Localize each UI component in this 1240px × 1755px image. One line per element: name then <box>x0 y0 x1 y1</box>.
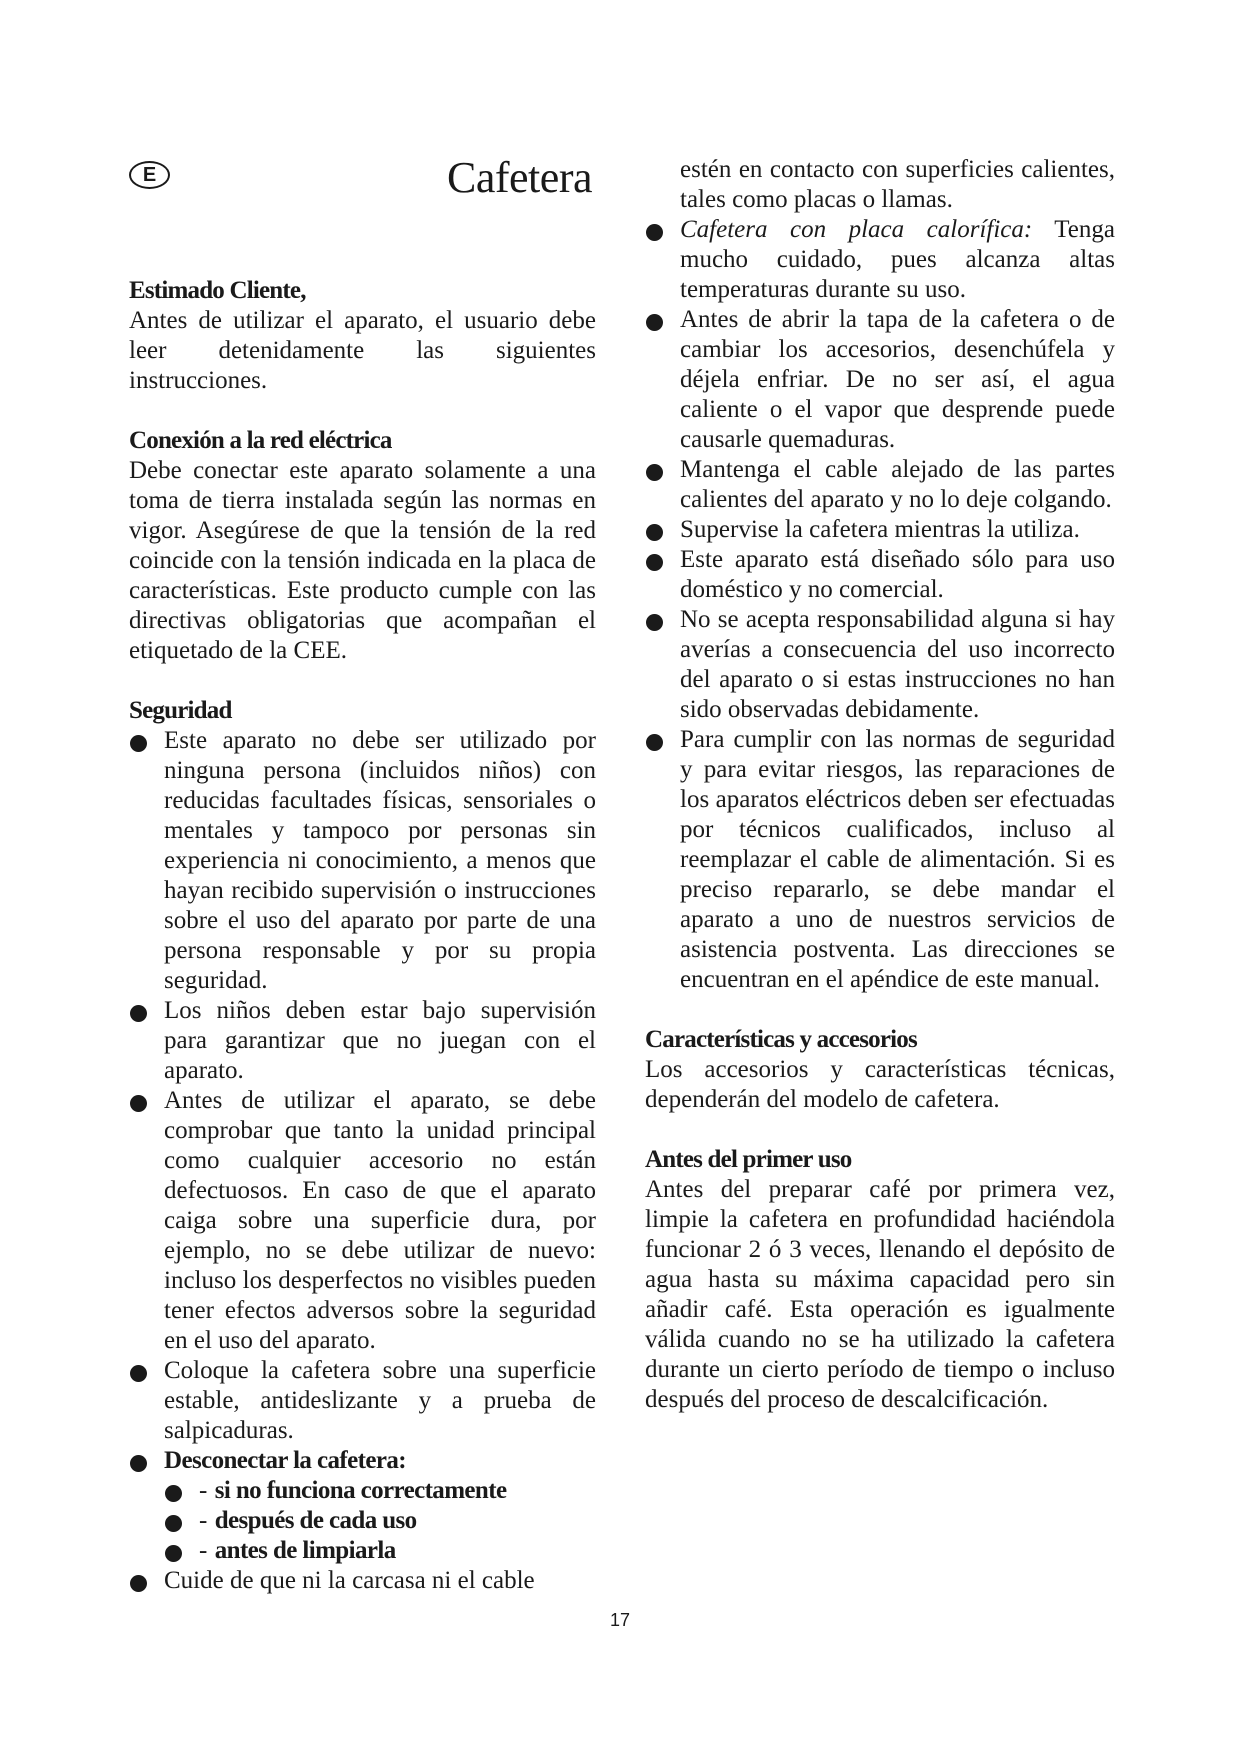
list-item-cable-end: estén en contacto con superficies calientes, tales como placas o llamas. <box>680 156 1115 213</box>
list-item-hotplate <box>645 215 1115 305</box>
sublist-item: - antes de limpiarla <box>164 1536 596 1566</box>
list-item: Para cumplir con las normas de seguridad y para evitar riesgos, las reparaciones de los aparatos eléctricos deben ser efectuadas por técnicos cualificados, incluso al reemplazar el cable de alimentación. Si es preciso repararlo, se debe mandar el aparato a uno de nuestros servicios de asistencia postventa. Las direcciones se encuentran en el apéndice de este manual. <box>645 725 1115 995</box>
disconnect-label: Desconectar la cafetera: <box>164 1447 406 1474</box>
hotplate-text: Tenga mucho cuidado, pues alcanza altas temperaturas durante su uso. <box>680 216 1115 303</box>
disconnect-sublist <box>164 1476 596 1566</box>
sublist-item: - si no funciona correctamente <box>164 1476 596 1506</box>
list-item: Antes de utilizar el aparato, se debe comprobar que tanto la unidad principal como cualquier accesorio no están defectuosos. En caso de que el aparato caiga sobre una superficie dura, por ejemplo, no se debe utilizar de nuevo: incluso los desperfectos no visibles pueden tener efectos adversos sobre la seguridad en el uso del aparato. <box>129 1086 596 1356</box>
hotplate-label: Cafetera con placa calorífica: <box>680 216 1033 243</box>
list-item: No se acepta responsabilidad alguna si hay averías a consecuencia del uso incorrecto del aparato o si estas instrucciones no han sido observadas debidamente. <box>645 605 1115 725</box>
list-item-cable-start: Cuide de que ni la carcasa ni el cable <box>129 1566 596 1596</box>
left-column <box>129 276 596 1596</box>
language-badge: E <box>129 161 170 189</box>
features-text: Los accesorios y características técnicas, dependerán del modelo de cafetera. <box>645 1056 1115 1113</box>
first-use-text: Antes del preparar café por primera vez, limpie la cafetera en profundidad haciéndola funcionar 2 ó 3 veces, llenando el depósito de agua hasta su máxima capacidad pero sin añadir café. Esta operación es igualmente válida cuando no se ha utilizado la cafetera durante un cierto período de tiempo o incluso después del proceso de descalcificación. <box>645 1176 1115 1413</box>
right-column <box>645 155 1115 1415</box>
safety-list <box>129 726 596 1596</box>
intro-text: Antes de utilizar el aparato, el usuario debe leer detenidamente las siguientes instrucciones. <box>129 307 596 394</box>
list-item: Este aparato no debe ser utilizado por ninguna persona (incluidos niños) con reducidas facultades físicas, sensoriales o mentales y tampoco por personas sin experiencia ni conocimiento, a menos que hayan recibido supervisión o instrucciones sobre el uso del aparato por parte de una persona responsable y por su propia seguridad. <box>129 726 596 996</box>
first-use-heading: Antes del primer uso <box>645 1146 852 1173</box>
connection-text: Debe conectar este aparato solamente a una toma de tierra instalada según las normas en vigor. Asegúrese de que la tensión de la red coincide con la tensión indicada en la placa de características. Este producto cumple con las directivas obligatorias que acompañan el etiquetado de la CEE. <box>129 457 596 664</box>
connection-heading: Conexión a la red eléctrica <box>129 427 392 454</box>
page-number: 17 <box>609 1610 631 1630</box>
safety-heading: Seguridad <box>129 697 232 724</box>
safety-list-continued <box>645 155 1115 995</box>
list-item-disconnect <box>129 1446 596 1566</box>
page-title: Cafetera <box>447 153 592 202</box>
list-item: Los niños deben estar bajo supervisión para garantizar que no juegan con el aparato. <box>129 996 596 1086</box>
features-heading: Características y accesorios <box>645 1026 917 1053</box>
list-item: Mantenga el cable alejado de las partes calientes del aparato y no lo deje colgando. <box>645 455 1115 515</box>
list-item: Antes de abrir la tapa de la cafetera o de cambiar los accesorios, desenchúfela y déjela enfriar. De no ser así, el agua caliente o el vapor que desprende puede causarle quemaduras. <box>645 305 1115 455</box>
sublist-item: - después de cada uso <box>164 1506 596 1536</box>
intro-heading: Estimado Cliente, <box>129 277 306 304</box>
list-item: Supervise la cafetera mientras la utiliza. <box>645 515 1115 545</box>
list-item: Coloque la cafetera sobre una superficie estable, antideslizante y a prueba de salpicaduras. <box>129 1356 596 1446</box>
list-item: Este aparato está diseñado sólo para uso doméstico y no comercial. <box>645 545 1115 605</box>
